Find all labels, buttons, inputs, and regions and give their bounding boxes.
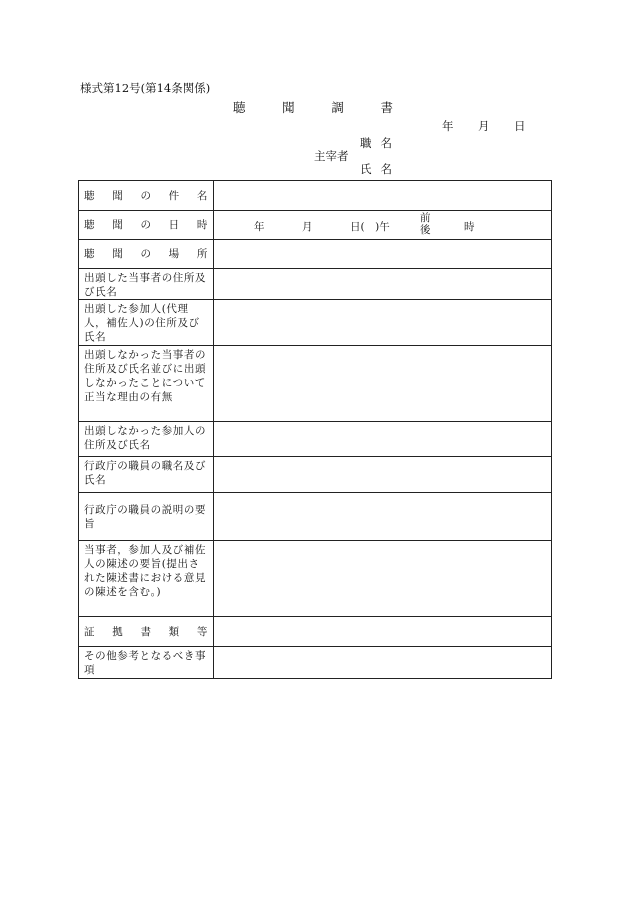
value-absent-participants[interactable] bbox=[214, 422, 552, 457]
table-row bbox=[79, 493, 552, 541]
label-char: 等 bbox=[196, 625, 208, 638]
label-char: 聞 bbox=[112, 189, 124, 202]
label-char: 聴 bbox=[84, 248, 96, 260]
value-attending-parties[interactable] bbox=[214, 269, 552, 300]
table-row bbox=[79, 457, 552, 493]
datetime-day-label bbox=[350, 219, 390, 234]
label-char: 拠 bbox=[112, 625, 124, 638]
table-row bbox=[79, 211, 552, 240]
label-char: 時 bbox=[196, 219, 208, 231]
row-label-absent-participants: 出頭しなかった参加人の住所及び氏名 bbox=[79, 422, 214, 457]
label-char: 聞 bbox=[112, 248, 124, 260]
table-row bbox=[79, 346, 552, 422]
label-char: の bbox=[140, 189, 152, 202]
label-char: 聴 bbox=[84, 219, 96, 231]
post-label bbox=[360, 135, 392, 151]
label-char: 場 bbox=[168, 248, 180, 260]
presider-label: 主宰者 bbox=[314, 149, 349, 163]
label-char: の bbox=[140, 219, 152, 231]
value-datetime[interactable] bbox=[214, 211, 552, 240]
title-char: 書 bbox=[380, 100, 393, 115]
value-absent-parties[interactable] bbox=[214, 346, 552, 422]
table-row bbox=[79, 647, 552, 679]
row-label-subject bbox=[79, 181, 214, 211]
label-char: 証 bbox=[84, 625, 96, 638]
datetime-year-label: 年 bbox=[254, 221, 265, 233]
label-char: 類 bbox=[168, 625, 180, 638]
title-char: 聞 bbox=[282, 100, 295, 115]
date-day-label: 日 bbox=[514, 119, 526, 133]
label-char: 聴 bbox=[84, 189, 96, 202]
table-row bbox=[79, 181, 552, 211]
row-label-other: その他参考となるべき事項 bbox=[79, 647, 214, 679]
label-char: 日 bbox=[168, 219, 180, 231]
label-char: 件 bbox=[168, 189, 180, 202]
label-char: 書 bbox=[140, 625, 152, 638]
label-char: 聞 bbox=[112, 219, 124, 231]
table-row bbox=[79, 541, 552, 617]
row-label-evidence bbox=[79, 617, 214, 647]
value-evidence[interactable] bbox=[214, 617, 552, 647]
table-row bbox=[79, 617, 552, 647]
table-row bbox=[79, 422, 552, 457]
row-label-agency-explanation: 行政庁の職員の説明の要旨 bbox=[79, 493, 214, 541]
title-char: 調 bbox=[331, 100, 344, 115]
datetime-am-char: 午 bbox=[379, 221, 390, 233]
row-label-attending-parties: 出頭した当事者の住所及び氏名 bbox=[79, 269, 214, 300]
value-agency-explanation[interactable] bbox=[214, 493, 552, 541]
row-label-absent-parties: 出頭しなかった当事者の住所及び氏名並びに出頭しなかったことについて正当な理由の有無 bbox=[79, 346, 214, 422]
date-month-label: 月 bbox=[478, 119, 490, 133]
value-other[interactable] bbox=[214, 647, 552, 679]
datetime-month-label: 月 bbox=[302, 221, 313, 233]
value-place[interactable] bbox=[214, 240, 552, 269]
row-label-attending-participants: 出頭した参加人(代理人，補佐人)の住所及び氏名 bbox=[79, 300, 214, 346]
form-number: 様式第12号(第14条関係) bbox=[80, 81, 211, 95]
value-statements[interactable] bbox=[214, 541, 552, 617]
label-char: 所 bbox=[196, 248, 208, 260]
table-row bbox=[79, 300, 552, 346]
row-label-agency-staff: 行政庁の職員の職名及び氏名 bbox=[79, 457, 214, 493]
post-label-char: 名 bbox=[380, 136, 392, 150]
value-agency-staff[interactable] bbox=[214, 457, 552, 493]
name-label bbox=[360, 161, 392, 177]
datetime-ampm-label bbox=[420, 212, 431, 236]
row-label-place bbox=[79, 240, 214, 269]
document-title bbox=[233, 98, 393, 116]
table-row bbox=[79, 240, 552, 269]
table-row bbox=[79, 269, 552, 300]
label-char: 名 bbox=[196, 189, 208, 202]
name-label-char: 氏 bbox=[360, 162, 372, 176]
value-attending-participants[interactable] bbox=[214, 300, 552, 346]
title-char: 聴 bbox=[233, 100, 246, 115]
row-label-statements: 当事者，参加人及び補佐人の陳述の要旨(提出された陳述書における意見の陳述を含む。) bbox=[79, 541, 214, 617]
date-year-label: 年 bbox=[442, 119, 454, 133]
label-char: の bbox=[140, 248, 152, 260]
ampm-top: 前 bbox=[420, 212, 431, 224]
hearing-record-table bbox=[78, 180, 552, 679]
row-label-datetime bbox=[79, 211, 214, 240]
value-subject[interactable] bbox=[214, 181, 552, 211]
name-label-char: 名 bbox=[380, 162, 392, 176]
ampm-bottom: 後 bbox=[420, 224, 431, 236]
datetime-day-weekday: 日( ) bbox=[350, 221, 380, 233]
datetime-hour-label: 時 bbox=[464, 221, 475, 233]
post-label-char: 職 bbox=[360, 136, 372, 150]
